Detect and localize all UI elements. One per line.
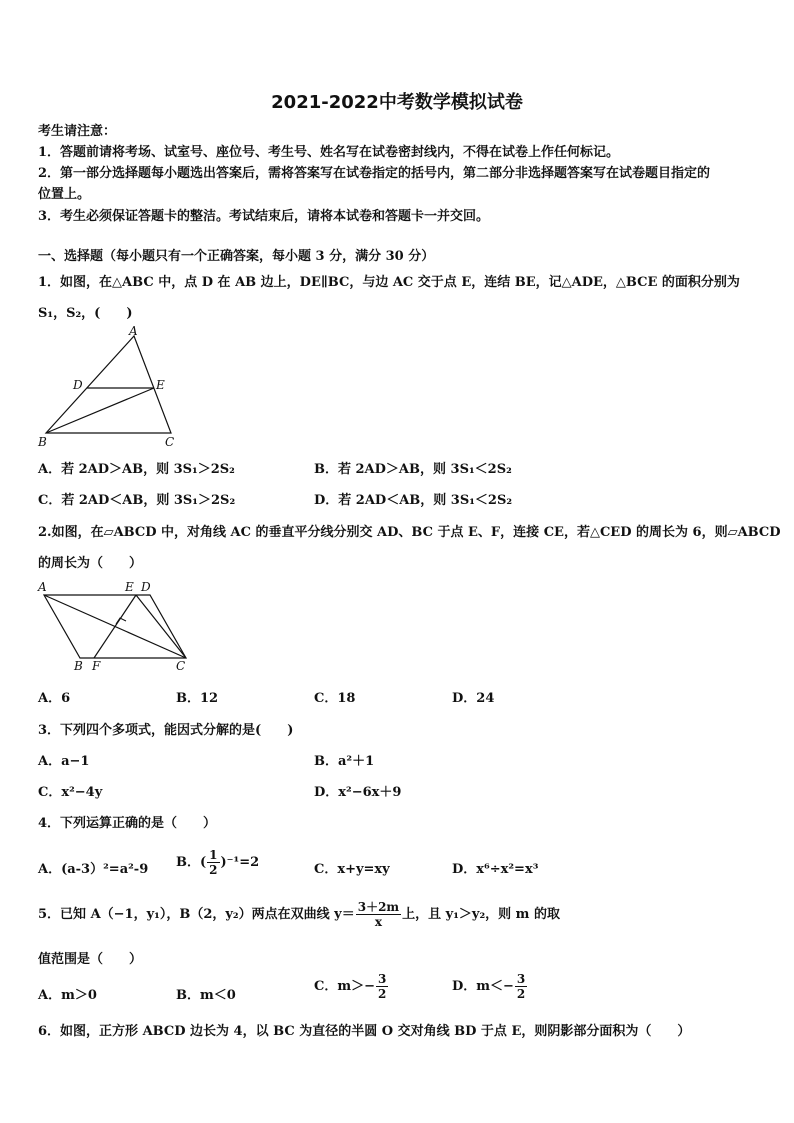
q2-label-e: E bbox=[125, 580, 134, 594]
q2-option-a[interactable]: A．6 bbox=[38, 691, 71, 706]
q1-option-a[interactable]: A．若 2AD＞AB，则 3S₁＞2S₂ bbox=[38, 462, 235, 477]
q4-option-b-fraction bbox=[207, 848, 219, 877]
q2-label-d: D bbox=[141, 580, 151, 594]
section-heading: 一、选择题（每小题只有一个正确答案，每小题 3 分，满分 30 分） bbox=[38, 249, 435, 264]
q2-label-f: F bbox=[92, 659, 101, 672]
q1-label-b: B bbox=[38, 435, 47, 448]
q1-stem-cont: S₁，S₂，( ) bbox=[38, 306, 133, 321]
q2-label-a: A bbox=[38, 580, 47, 594]
q3-stem: 3．下列四个多项式，能因式分解的是( ) bbox=[38, 723, 294, 738]
q2-option-c[interactable]: C．18 bbox=[314, 691, 356, 706]
notice-item-1: 1．答题前请将考场、试室号、座位号、考生号、姓名写在试卷密封线内，不得在试卷上作任何标记。 bbox=[38, 145, 620, 160]
q4-option-c[interactable]: C．x+y=xy bbox=[314, 862, 390, 877]
q5-option-c-fraction bbox=[376, 972, 388, 1001]
q1-label-e: E bbox=[156, 378, 165, 392]
q4-option-b[interactable] bbox=[176, 848, 259, 877]
q2-parallelogram-figure bbox=[36, 578, 196, 672]
q5-option-d[interactable] bbox=[452, 972, 528, 1001]
page-title: 2021-2022中考数学模拟试卷 bbox=[271, 92, 523, 113]
q6-stem: 6．如图，正方形 ABCD 边长为 4，以 BC 为直径的半圆 O 交对角线 BD 于点 E，则阴影部分面积为（ ） bbox=[38, 1024, 691, 1039]
q5-fraction bbox=[356, 900, 401, 929]
q3-option-c[interactable]: C．x²−4y bbox=[38, 785, 103, 800]
notice-item-2: 2．第一部分选择题每小题选出答案后，需将答案写在试卷指定的括号内，第二部分非选择题答案写在试卷题目指定的 bbox=[38, 166, 711, 181]
q4-frac-denominator: 2 bbox=[209, 863, 218, 877]
q1-option-b[interactable]: B．若 2AD＞AB，则 3S₁＜2S₂ bbox=[314, 462, 512, 477]
q1-option-d[interactable]: D．若 2AD＜AB，则 3S₁＜2S₂ bbox=[314, 493, 513, 508]
q5-option-a[interactable]: A．m＞0 bbox=[38, 988, 97, 1003]
q2-option-d[interactable]: D．24 bbox=[452, 691, 495, 706]
q1-label-a: A bbox=[129, 326, 138, 338]
q4-option-a[interactable]: A．(a-3）²=a²-9 bbox=[38, 862, 149, 877]
q5-option-d-numerator: 3 bbox=[516, 972, 526, 986]
q5-option-d-fraction bbox=[515, 972, 527, 1001]
q5-option-c-numerator: 3 bbox=[378, 972, 387, 986]
q1-label-d: D bbox=[73, 378, 83, 392]
q5-stem-prefix: 5．已知 A（−1，y₁），B（2，y₂）两点在双曲线 y＝ bbox=[38, 907, 355, 922]
notice-item-2-cont: 位置上。 bbox=[38, 187, 91, 202]
q2-stem-cont: 的周长为（ ） bbox=[38, 556, 143, 571]
q2-label-c: C bbox=[176, 659, 186, 672]
q2-label-b: B bbox=[74, 659, 83, 672]
q1-option-c[interactable]: C．若 2AD＜AB，则 3S₁＞2S₂ bbox=[38, 493, 236, 508]
q4-option-b-prefix: B．( bbox=[176, 855, 207, 870]
q1-label-c: C bbox=[165, 435, 175, 448]
q2-option-b[interactable]: B．12 bbox=[176, 691, 219, 706]
q1-stem: 1．如图，在△ABC 中，点 D 在 AB 边上，DE∥BC，与边 AC 交于点 E，连结 BE，记△ADE，△BCE 的面积分别为 bbox=[38, 275, 740, 290]
q4-frac-numerator: 1 bbox=[209, 848, 218, 862]
q4-stem: 4．下列运算正确的是（ ） bbox=[38, 816, 217, 831]
q5-option-c-denominator: 2 bbox=[378, 987, 387, 1001]
q3-option-d[interactable]: D．x²−6x＋9 bbox=[314, 785, 402, 800]
q5-stem-cont: 值范围是（ ） bbox=[38, 952, 143, 967]
q5-option-c-prefix: C．m＞− bbox=[314, 979, 375, 994]
q4-option-d[interactable]: D．x⁶÷x²=x³ bbox=[452, 862, 539, 877]
q5-option-d-prefix: D．m＜− bbox=[452, 979, 514, 994]
notice-heading: 考生请注意： bbox=[38, 124, 117, 139]
q5-frac-denominator: x bbox=[374, 915, 382, 929]
q5-stem-suffix: 上，且 y₁＞y₂，则 m 的取 bbox=[402, 907, 560, 922]
q5-frac-numerator: 3＋2m bbox=[357, 900, 400, 914]
q3-option-a[interactable]: A．a−1 bbox=[38, 754, 90, 769]
q2-stem: 2.如图，在▱ABCD 中，对角线 AC 的垂直平分线分别交 AD、BC 于点 E、F，连接 CE，若△CED 的周长为 6，则▱ABCD bbox=[38, 525, 781, 540]
q3-option-b[interactable]: B．a²＋1 bbox=[314, 754, 375, 769]
q5-option-c[interactable] bbox=[314, 972, 389, 1001]
notice-item-3: 3．考生必须保证答题卡的整洁。考试结束后，请将本试卷和答题卡一并交回。 bbox=[38, 209, 490, 224]
q5-option-b[interactable]: B．m＜0 bbox=[176, 988, 236, 1003]
q4-option-b-suffix: )⁻¹=2 bbox=[220, 855, 260, 870]
q5-stem bbox=[38, 900, 560, 929]
q5-option-d-denominator: 2 bbox=[516, 987, 526, 1001]
q1-triangle-figure bbox=[36, 326, 186, 448]
